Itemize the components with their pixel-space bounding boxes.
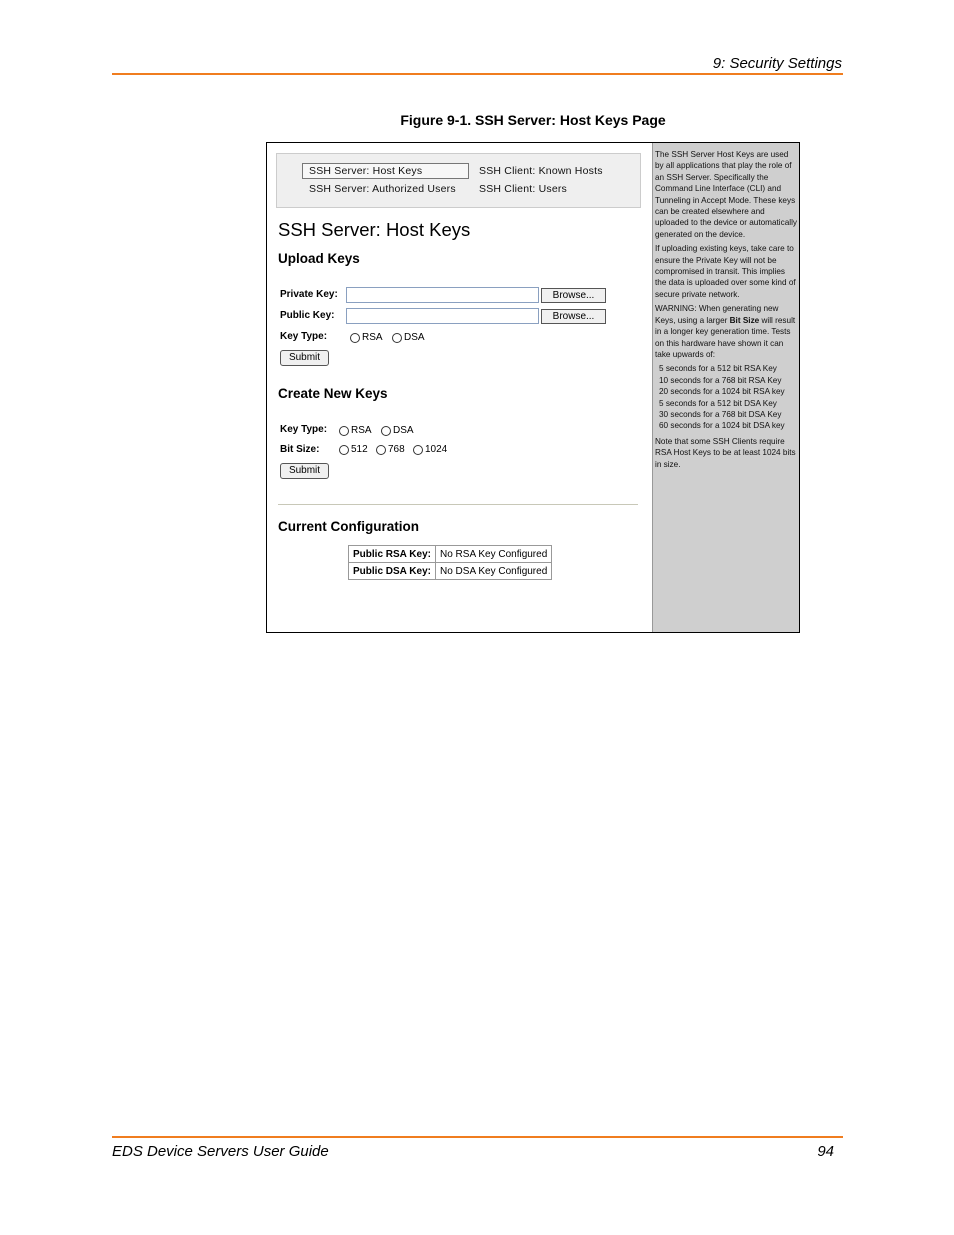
- footer-rule: [112, 1136, 843, 1138]
- list-item: 5 seconds for a 512 bit RSA Key: [659, 364, 777, 374]
- list-item: 60 seconds for a 1024 bit DSA key: [659, 421, 785, 431]
- rsa-key-value: No RSA Key Configured: [435, 546, 551, 563]
- bit-512-radio[interactable]: [339, 445, 349, 455]
- help-intro: The SSH Server Host Keys are used by all applications that play the role of an SSH Server. Specifically the Command Line Interface (CLI) and Tunneling in Accept Mode. These keys can be created elsewhere and uploaded to the device or automatically generated on the device.: [655, 150, 798, 239]
- table-row: [349, 546, 552, 563]
- help-warning: [655, 303, 797, 360]
- help-warning-text-end: will result in a longer key generation time. Tests on this hardware have shown it can take upwards of:: [655, 315, 796, 359]
- nav-known-hosts[interactable]: SSH Client: Known Hosts: [479, 165, 603, 177]
- bit-768-label: 768: [388, 444, 405, 455]
- header-rule: [112, 73, 843, 75]
- upload-rsa-label: RSA: [362, 332, 383, 343]
- create-dsa-label: DSA: [393, 425, 414, 436]
- upload-keys-heading: Upload Keys: [278, 251, 360, 266]
- bit-512-label: 512: [351, 444, 368, 455]
- nav-host-keys[interactable]: SSH Server: Host Keys: [302, 163, 469, 179]
- create-dsa-radio[interactable]: [381, 426, 391, 436]
- create-keys-heading: Create New Keys: [278, 386, 388, 401]
- list-item: 30 seconds for a 768 bit DSA Key: [659, 409, 782, 419]
- public-key-browse-button[interactable]: Browse...: [541, 309, 606, 324]
- dsa-key-value: No DSA Key Configured: [435, 563, 551, 580]
- list-item: 20 seconds for a 1024 bit RSA key: [659, 387, 785, 397]
- help-rsa-note: Note that some SSH Clients require RSA Host Keys to be at least 1024 bits in size.: [655, 436, 796, 469]
- create-rsa-label: RSA: [351, 425, 372, 436]
- private-key-browse-button[interactable]: Browse...: [541, 288, 606, 303]
- page-title: SSH Server: Host Keys: [278, 219, 471, 240]
- upload-key-type-label: Key Type:: [280, 331, 328, 342]
- page-number: 94: [817, 1143, 834, 1160]
- section-header: 9: Security Settings: [712, 55, 842, 72]
- create-rsa-radio[interactable]: [339, 426, 349, 436]
- dsa-key-label: Public DSA Key:: [349, 563, 436, 580]
- public-key-field[interactable]: [346, 308, 539, 324]
- section-divider: [278, 504, 638, 505]
- help-times-list: [655, 363, 797, 431]
- footer-title: EDS Device Servers User Guide: [112, 1143, 329, 1160]
- upload-submit-button[interactable]: Submit: [280, 350, 329, 366]
- public-key-label: Public Key:: [280, 310, 335, 321]
- nav-client-users[interactable]: SSH Client: Users: [479, 183, 568, 195]
- create-submit-button[interactable]: Submit: [280, 463, 329, 479]
- bit-size-label: Bit Size:: [280, 444, 320, 455]
- bit-768-radio[interactable]: [376, 445, 386, 455]
- table-row: [349, 563, 552, 580]
- upload-dsa-label: DSA: [404, 332, 425, 343]
- current-config-table: [348, 545, 552, 580]
- screenshot-frame: [266, 142, 800, 633]
- figure-caption: Figure 9-1. SSH Server: Host Keys Page: [400, 112, 666, 128]
- nav-menu: [276, 153, 641, 208]
- bit-1024-label: 1024: [425, 444, 448, 455]
- upload-dsa-radio[interactable]: [392, 333, 402, 343]
- rsa-key-label: Public RSA Key:: [349, 546, 436, 563]
- create-key-type-label: Key Type:: [280, 424, 328, 435]
- upload-rsa-radio[interactable]: [350, 333, 360, 343]
- nav-authorized-users[interactable]: SSH Server: Authorized Users: [309, 183, 456, 195]
- private-key-label: Private Key:: [280, 289, 338, 300]
- help-upload-note: If uploading existing keys, take care to ensure the Private Key will not be compromised in transit. This implies the data is uploaded over some kind of secure private network.: [655, 244, 796, 299]
- help-warning-text: WARNING: When generating new Keys, using a larger: [655, 304, 779, 325]
- list-item: 10 seconds for a 768 bit RSA Key: [659, 375, 782, 385]
- current-config-heading: Current Configuration: [278, 519, 419, 534]
- bit-1024-radio[interactable]: [413, 445, 423, 455]
- private-key-field[interactable]: [346, 287, 539, 303]
- list-item: 5 seconds for a 512 bit DSA Key: [659, 398, 777, 408]
- help-panel: [652, 143, 799, 632]
- help-warning-bold: Bit Size: [729, 315, 760, 325]
